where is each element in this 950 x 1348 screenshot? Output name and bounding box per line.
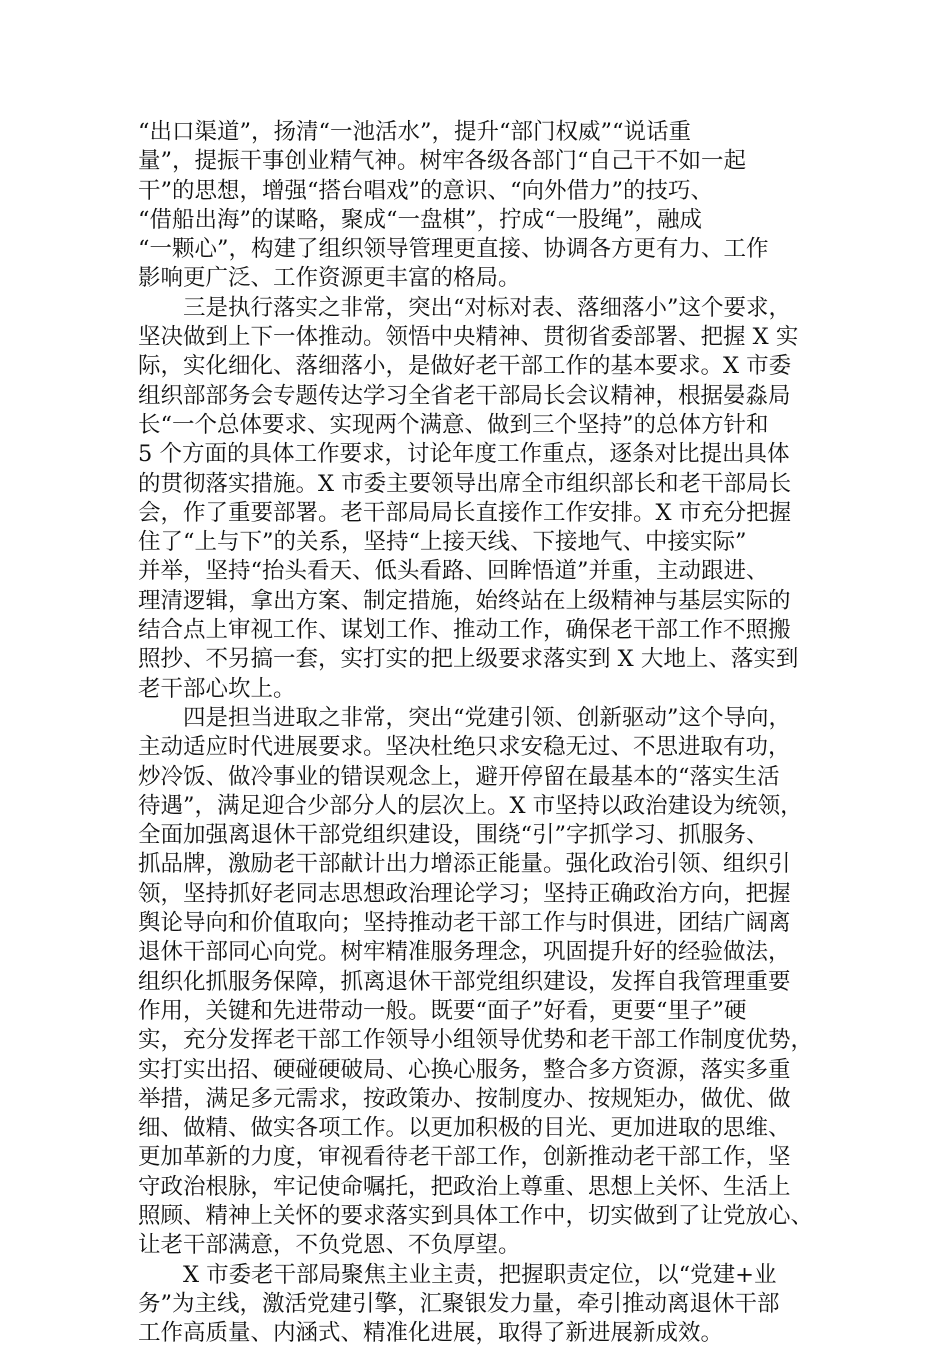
text-line: 组织部部务会专题传达学习全省老干部局长会议精神，根据晏淼局 [138, 382, 791, 409]
text-line: 让老干部满意，不负党恩、不负厚望。 [138, 1232, 521, 1259]
text-line: 抓品牌，激励老干部献计出力增添正能量。强化政治引领、组织引 [138, 851, 791, 878]
text-line: X 市委老干部局聚焦主业主责，把握职责定位，以“党建+业 [138, 1261, 777, 1288]
text-line: 5 个方面的具体工作要求，讨论年度工作重点，逐条对比提出具体 [138, 441, 790, 468]
text-line: 三是执行落实之非常，突出“对标对表、落细落小”这个要求， [138, 294, 792, 321]
text-line: 照抄、不另搞一套，实打实的把上级要求落实到 X 大地上、落实到 [138, 646, 799, 673]
text-line: 影响更广泛、工作资源更丰富的格局。 [138, 265, 521, 292]
text-line: “一颗心”，构建了组织领导管理更直接、协调各方更有力、工作 [138, 236, 769, 263]
text-line: 更加革新的力度，审视看待老干部工作，创新推动老干部工作，坚 [138, 1144, 791, 1171]
text-line: 并举，坚持“抬头看天、低头看路、回眸悟道”并重，主动跟进、 [138, 558, 769, 585]
text-line: 炒冷饭、做冷事业的错误观念上，避开停留在最基本的“落实生活 [138, 763, 780, 790]
text-line: 长“一个总体要求、实现两个满意、做到三个坚持”的总体方针和 [138, 411, 769, 438]
text-line: 老干部心坎上。 [138, 675, 296, 702]
text-line: 全面加强离退休干部党组织建设，围绕“引”字抓学习、抓服务、 [138, 822, 769, 849]
text-line: 际，实化细化、落细落小，是做好老干部工作的基本要求。X 市委 [138, 353, 792, 380]
paragraph-1 [138, 118, 828, 294]
text-line: 细、做精、做实各项工作。以更加积极的目光、更加进取的思维、 [138, 1115, 791, 1142]
text-line: 主动适应时代进展要求。坚决杜绝只求安稳无过、不思进取有功， [138, 734, 791, 761]
text-line: 退休干部同心向党。树牢精准服务理念，巩固提升好的经验做法， [138, 939, 791, 966]
paragraph-3 [138, 704, 828, 1261]
text-line: 坚决做到上下一体推动。领悟中央精神、贯彻省委部署、把握 X 实 [138, 324, 799, 351]
paragraph-2 [138, 294, 828, 704]
text-line: 干”的思想，增强“搭台唱戏”的意识、“向外借力”的技巧、 [138, 177, 714, 204]
text-line: 的贯彻落实措施。X 市委主要领导出席全市组织部长和老干部局长 [138, 470, 792, 497]
text-line: 务”为主线，激活党建引擎，汇聚银发力量，牵引推动离退休干部 [138, 1290, 780, 1317]
text-line: 守政治根脉，牢记使命嘱托，把政治上尊重、思想上关怀、生活上 [138, 1173, 791, 1200]
text-line: 作用，关键和先进带动一般。既要“面子”好看，更要“里子”硬 [138, 997, 747, 1024]
text-line: 四是担当进取之非常，突出“党建引领、创新驱动”这个导向， [138, 704, 792, 731]
text-line: 工作高质量、内涵式、精准化进展，取得了新进展新成效。 [138, 1320, 724, 1347]
text-line: 领，坚持抓好老同志思想政治理论学习；坚持正确政治方向，把握 [138, 880, 791, 907]
text-line: 量”，提振干事创业精气神。树牢各级各部门“自己干不如一起 [138, 148, 747, 175]
text-line: “借船出海”的谋略，聚成“一盘棋”，拧成“一股绳”，融成 [138, 206, 703, 233]
text-line: 舆论导向和价值取向；坚持推动老干部工作与时俱进，团结广阔离 [138, 910, 791, 937]
text-line: 照顾、精神上关怀的要求落实到具体工作中，切实做到了让党放心、 [138, 1202, 814, 1229]
text-line: 会，作了重要部署。老干部局局长直接作工作安排。X 市充分把握 [138, 499, 792, 526]
text-line: 组织化抓服务保障，抓离退休干部党组织建设，发挥自我管理重要 [138, 968, 791, 995]
text-line: “出口渠道”，扬清“一池活水”，提升“部门权威”“说话重 [138, 119, 692, 145]
text-line: 住了“上与下”的关系，坚持“上接天线、下接地气、中接实际” [138, 529, 747, 556]
text-line: 理清逻辑，拿出方案、制定措施，始终站在上级精神与基层实际的 [138, 587, 791, 614]
document-body [138, 118, 828, 1348]
text-line: 结合点上审视工作、谋划工作、推动工作，确保老干部工作不照搬 [138, 617, 791, 644]
text-line: 举措，满足多元需求，按政策办、按制度办、按规矩办，做优、做 [138, 1085, 791, 1112]
paragraph-4 [138, 1261, 828, 1348]
text-line: 待遇”，满足迎合少部分人的层次上。X 市坚持以政治建设为统领， [138, 792, 803, 819]
text-line: 实，充分发挥老干部工作领导小组领导优势和老干部工作制度优势， [138, 1027, 814, 1054]
text-line: 实打实出招、硬碰硬破局、心换心服务，整合多方资源，落实多重 [138, 1056, 791, 1083]
